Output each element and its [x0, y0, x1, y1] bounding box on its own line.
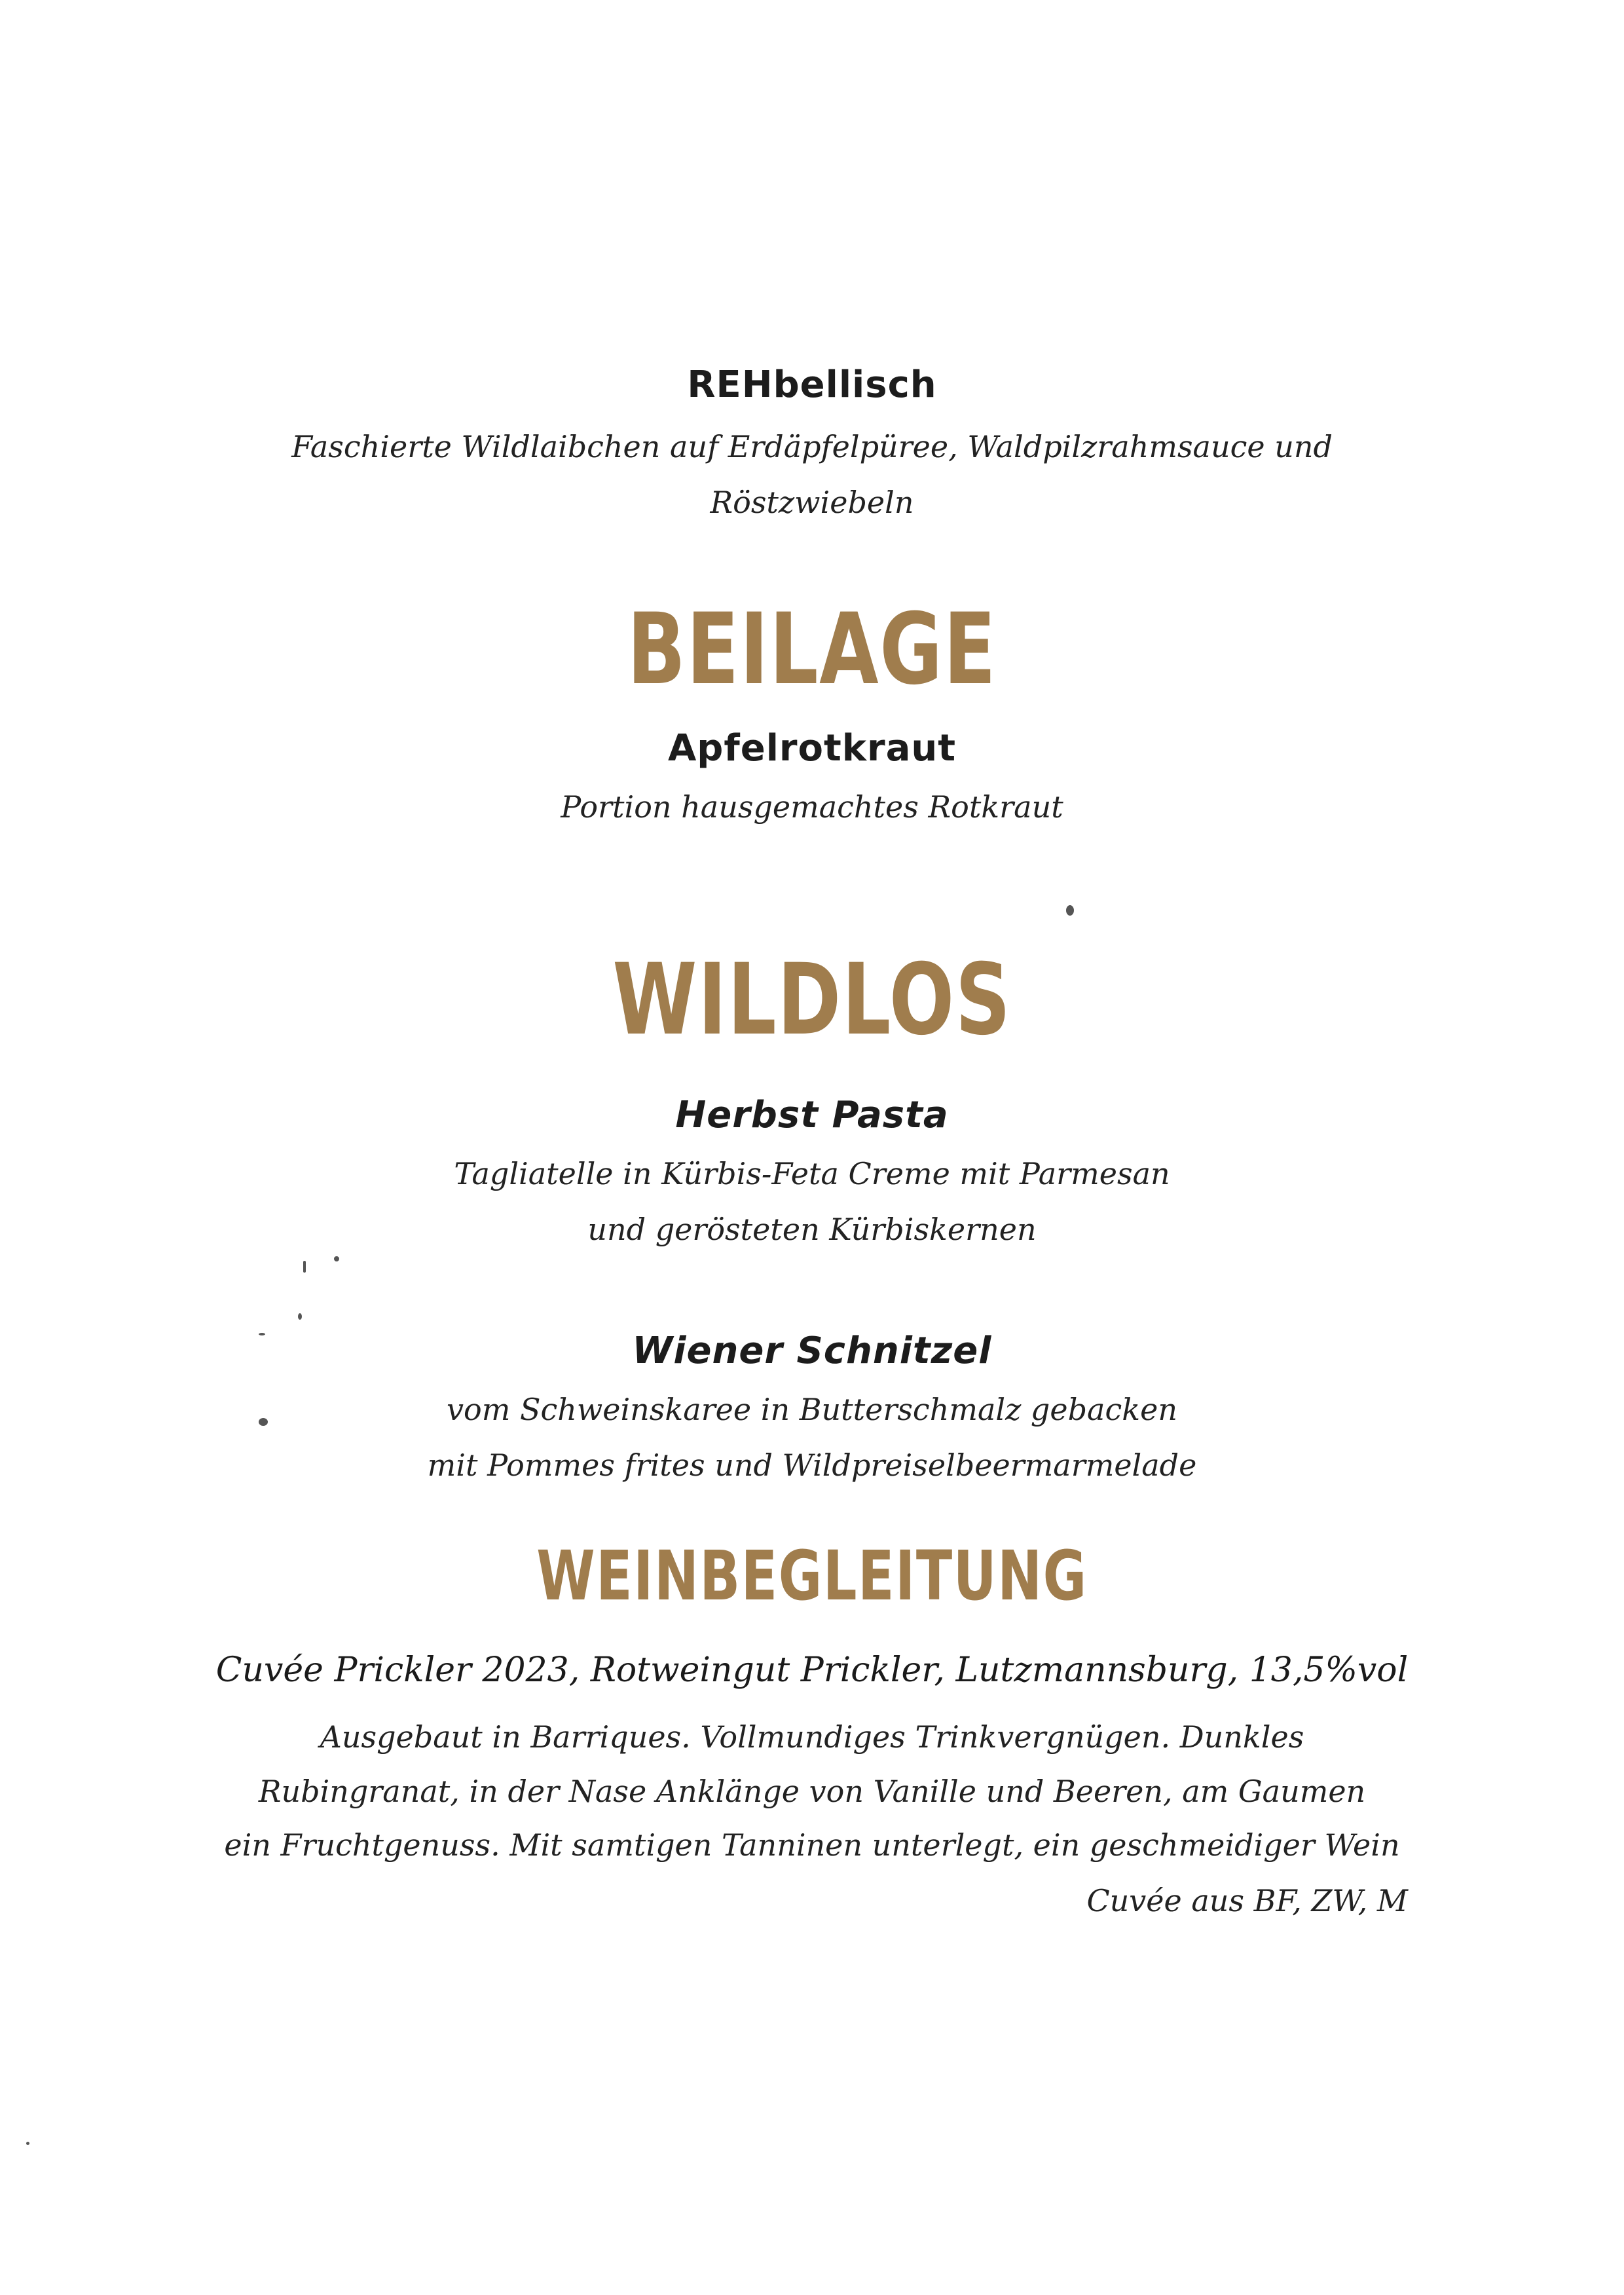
dish-description-line: mit Pommes frites und Wildpreiselbeermarmelade: [427, 1447, 1197, 1483]
dish-title-apfelrotkraut: Apfelrotkraut: [667, 727, 957, 770]
dish-title-wiener-schnitzel: Wiener Schnitzel: [632, 1330, 992, 1372]
scan-speck: [334, 1256, 339, 1261]
scan-speck: [26, 2142, 29, 2145]
section-heading-wildlos: WILDLOS: [612, 943, 1012, 1057]
dish-description-line: Portion hausgemachtes Rotkraut: [561, 789, 1063, 825]
dish-title-herbst-pasta: Herbst Pasta: [675, 1094, 949, 1136]
dish-description-line: Faschierte Wildlaibchen auf Erdäpfelpüree, Waldpilzrahmsauce und: [291, 429, 1333, 464]
wine-description-line: Ausgebaut in Barriques. Vollmundiges Trinkvergnügen. Dunkles: [320, 1719, 1304, 1755]
scan-speck: [298, 1313, 302, 1320]
dish-description-line: Tagliatelle in Kürbis-Feta Creme mit Parmesan: [454, 1156, 1170, 1191]
dish-description-line: Röstzwiebeln: [710, 485, 914, 520]
wine-grape-varieties: Cuvée aus BF, ZW, M: [1086, 1883, 1408, 1918]
scan-speck: [303, 1261, 306, 1273]
dish-description-line: und gerösteten Kürbiskernen: [587, 1212, 1037, 1247]
dish-title-rehbellisch: REHbellisch: [687, 364, 937, 406]
scan-speck: [1066, 905, 1074, 916]
section-heading-weinbegleitung: WEINBEGLEITUNG: [536, 1536, 1088, 1616]
wine-description-line: Rubingranat, in der Nase Anklänge von Vanille und Beeren, am Gaumen: [258, 1774, 1366, 1809]
section-heading-beilage: BEILAGE: [627, 593, 997, 707]
dish-description-line: vom Schweinskaree in Butterschmalz gebacken: [447, 1392, 1177, 1427]
wine-heading: Cuvée Prickler 2023, Rotweingut Prickler, Lutzmannsburg, 13,5%vol: [215, 1651, 1409, 1690]
wine-description-line: ein Fruchtgenuss. Mit samtigen Tanninen unterlegt, ein geschmeidiger Wein: [224, 1827, 1400, 1863]
